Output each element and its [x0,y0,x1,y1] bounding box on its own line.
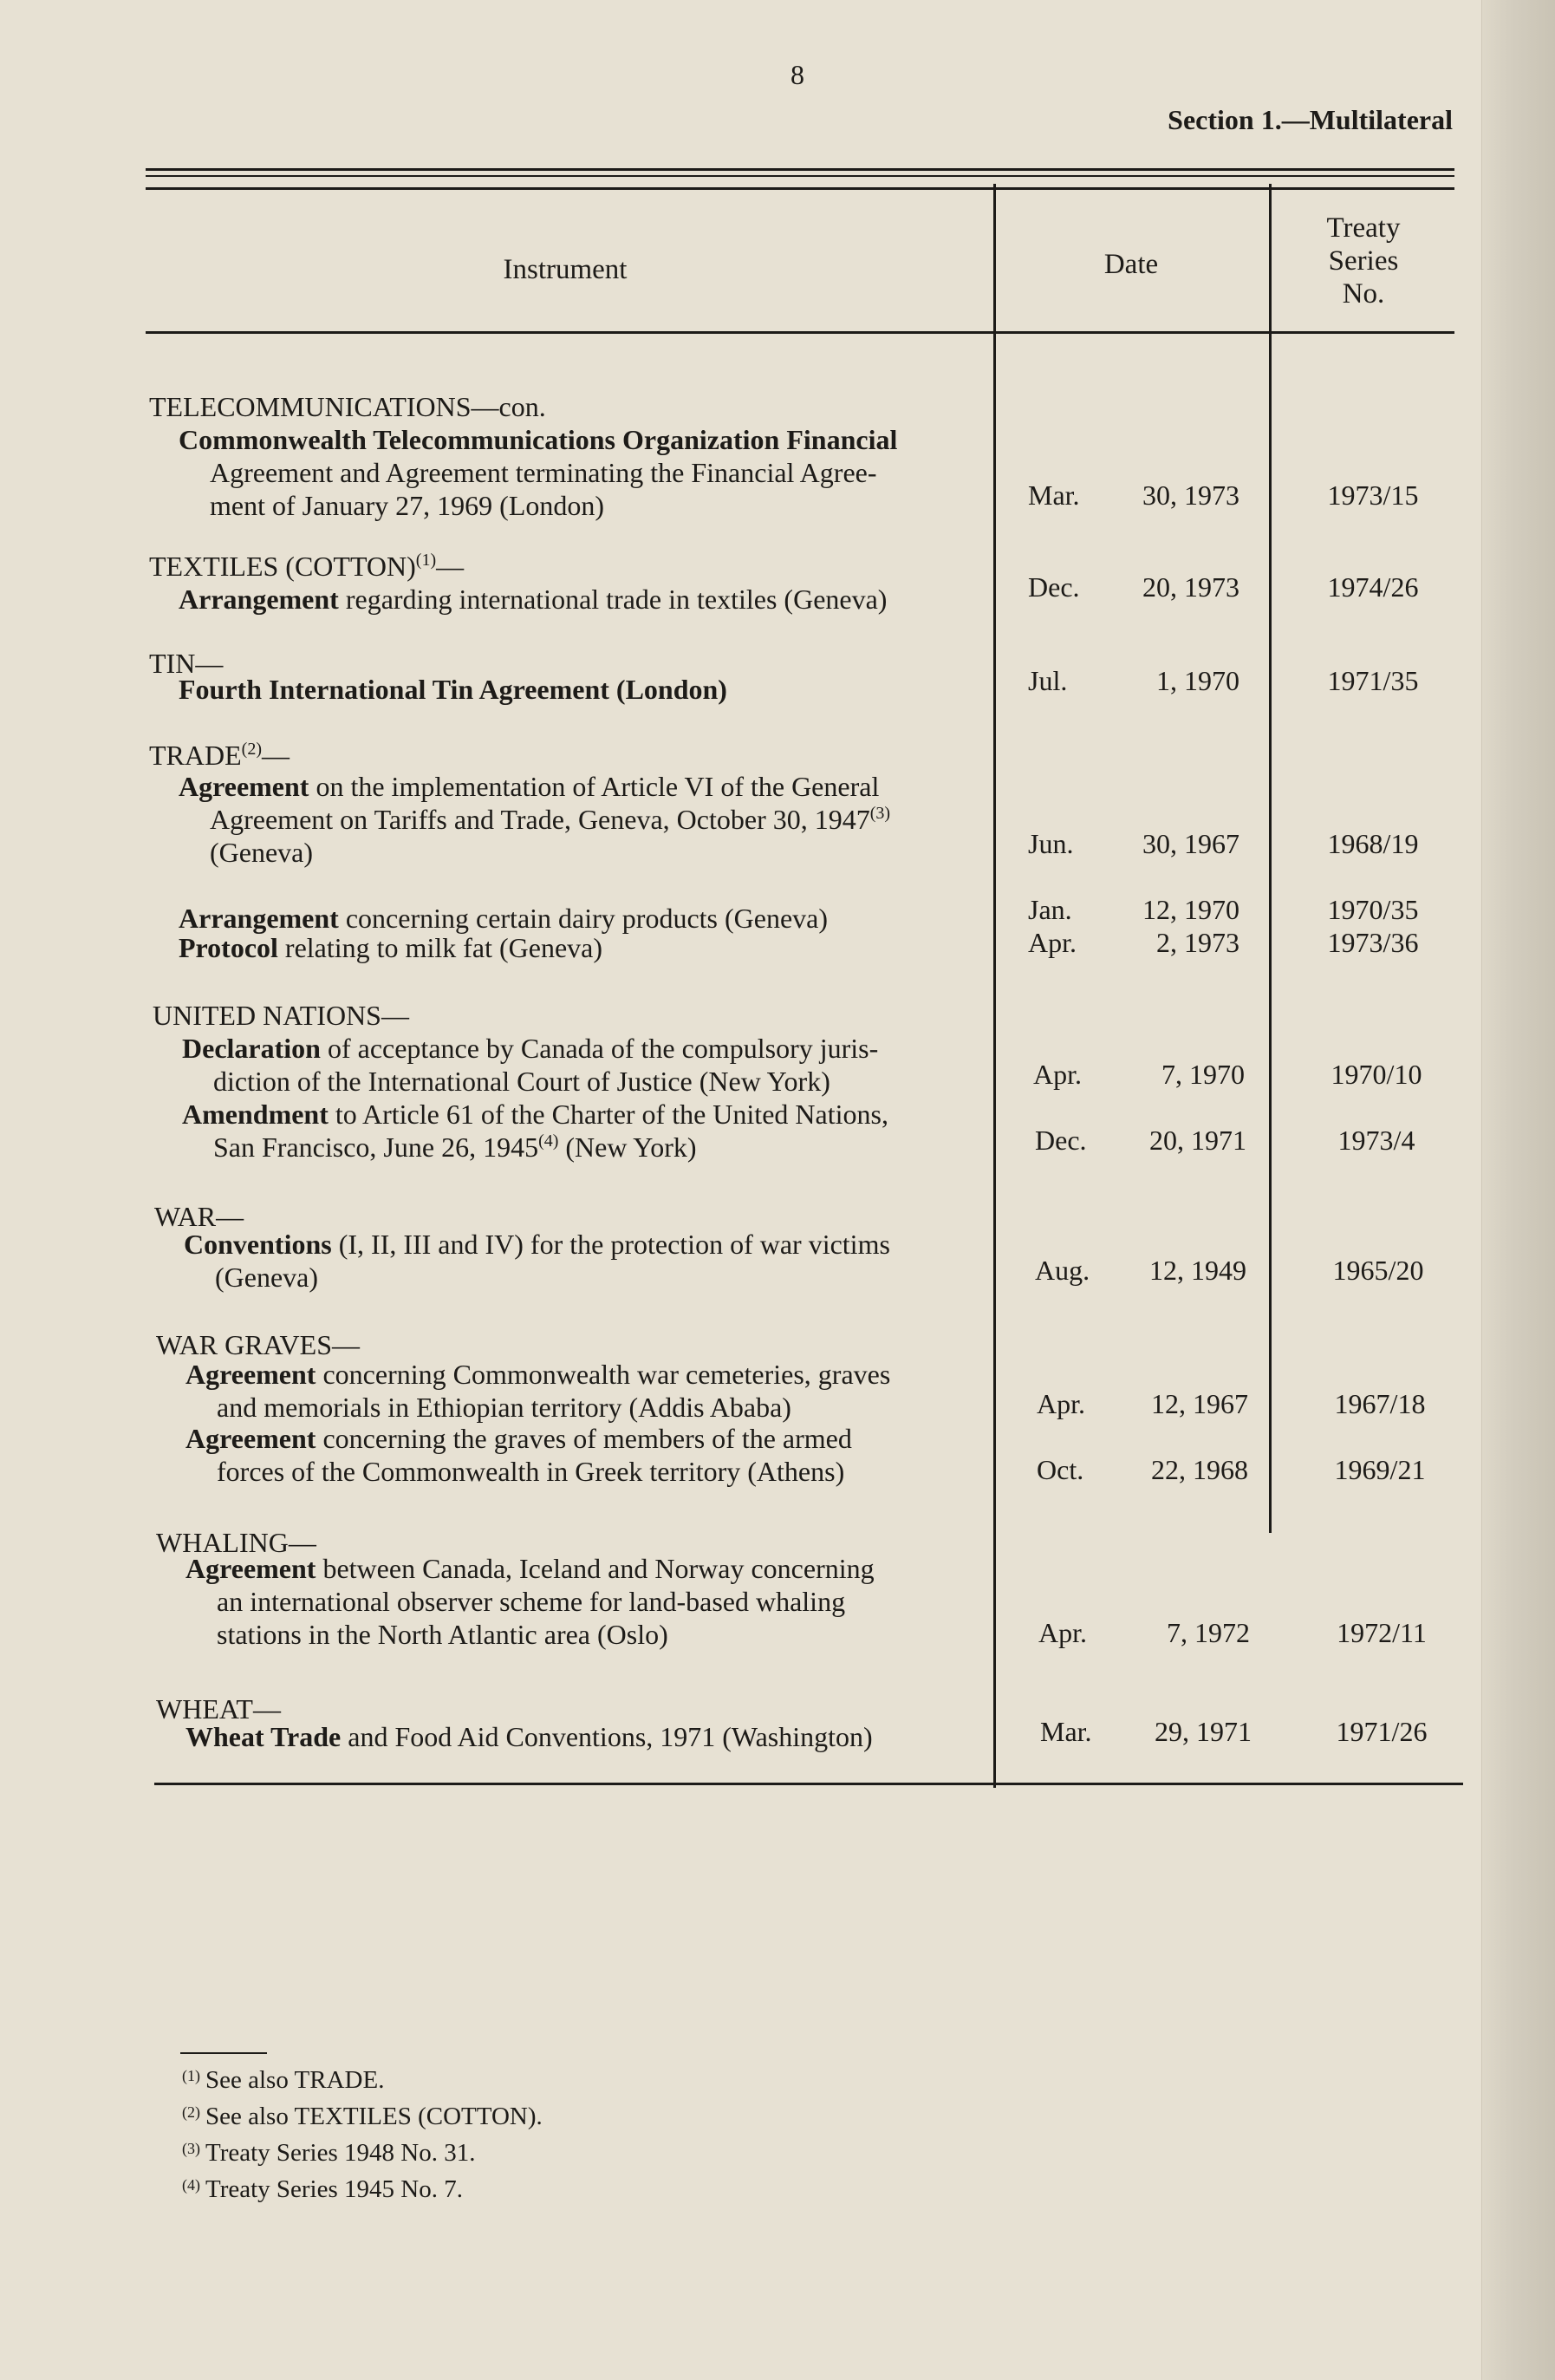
entry-line-leader [179,902,1000,935]
entry-whaling [185,1552,1007,1651]
column-divider-series [1269,184,1272,1533]
date-month: Oct. [1037,1454,1084,1485]
footnote-text: See also TEXTILES (COTTON). [205,2103,543,2130]
date-day-year: 30, 1973 [1142,479,1239,511]
section-heading: TIN— [149,648,224,679]
page-number: 8 [791,59,804,90]
entry-line [184,1228,1005,1261]
date-month: Jul. [1028,665,1068,696]
date-day-year: 1, 1970 [1156,665,1239,696]
date-day-year: 29, 1971 [1155,1716,1252,1747]
footnote-mark: (2) [182,2103,200,2121]
date-month: Mar. [1028,479,1080,511]
entry-text: and Food Aid Conventions, 1971 (Washington) [348,1721,873,1752]
entry-line-leader [185,1391,1007,1424]
entry-title: Fourth International Tin Agreement (London) [179,674,727,705]
footnote-mark: (4) [182,2176,200,2194]
date-month: Jan. [1028,894,1072,925]
entry-line [185,1552,1007,1585]
header-line: Series [1328,245,1399,277]
entry-wheat [185,1720,1007,1753]
footnote [182,2065,384,2095]
entry-text: concerning the graves of members of the armed [322,1423,852,1454]
entry-text: regarding international trade in textiles (Geneva) [345,584,888,615]
treaty-series-no: 1970/35 [1327,894,1419,925]
section-heading-text: TEXTILES (COTTON) [149,551,416,582]
entry-un-declaration [182,1032,1004,1098]
bottom-rule [154,1783,1463,1785]
section-heading: TELECOMMUNICATIONS—con. [149,391,546,422]
entry-war-graves-greece [185,1422,1007,1488]
entry-line [179,583,1000,616]
entry-line-leader [185,1455,1007,1488]
treaty-series-no: 1967/18 [1334,1388,1426,1419]
entry-line [179,770,1000,803]
entry-line-leader [182,1131,1004,1164]
date-month: Mar. [1040,1716,1092,1747]
treaty-series-no: 1969/21 [1334,1454,1426,1485]
header-line: No. [1342,278,1385,310]
treaty-series-no: 1973/36 [1327,927,1419,958]
entry-text: concerning Commonwealth war cemeteries, graves [322,1359,891,1390]
footnote-mark: (3) [182,2140,200,2157]
footnote-mark: (1) [182,2067,200,2084]
section-heading [149,739,290,772]
entry-line-leader [179,836,1000,869]
footnote-text: See also TRADE. [205,2066,385,2094]
entry-line: an international observer scheme for land-based whaling [217,1586,846,1617]
entry-un-amendment [182,1098,1004,1164]
section-heading [149,550,464,583]
section-heading-dash: — [261,740,290,771]
entry-title: Commonwealth Telecommunications Organization Financial [179,424,898,455]
entry-line [182,1098,1004,1131]
entry-trade-milk-fat [179,931,1000,964]
entry-line [185,1358,1007,1391]
date-month: Aug. [1035,1255,1090,1286]
entry-trade-dairy [179,902,1000,935]
entry-line: (Geneva) [210,837,314,868]
entry-title: Wheat Trade [185,1721,342,1752]
entry-line-leader [179,673,1000,706]
section-heading: WHALING— [156,1527,316,1558]
entry-text: (I, II, III and IV) for the protection of war victims [338,1229,890,1260]
date-month: Apr. [1033,1059,1082,1090]
treaty-series-no: 1974/26 [1327,571,1419,603]
entry-line: diction of the International Court of Justice (New York) [213,1066,830,1097]
footnote [182,2102,543,2131]
header-rule [146,331,1454,334]
entry-line: San Francisco, June 26, 1945 [213,1131,539,1163]
entry-title: Protocol [179,932,278,963]
date-month: Apr. [1037,1388,1085,1419]
entry-line [185,1422,1007,1455]
date-day-year: 7, 1972 [1167,1617,1250,1648]
treaty-series-no: 1972/11 [1337,1617,1427,1648]
entry-line-leader [184,1261,1005,1294]
date-day-year: 12, 1970 [1142,894,1239,925]
entry-line: and memorials in Ethiopian territory (Addis Ababa) [217,1392,791,1423]
top-rule-thin [146,175,1454,177]
footnote-text: Treaty Series 1948 No. 31. [205,2139,476,2167]
date-month: Apr. [1038,1617,1087,1648]
footnote-ref: (3) [869,804,891,823]
section-heading: WHEAT— [156,1693,281,1725]
entry-trade-article-vi [179,770,1000,869]
date-day-year: 30, 1967 [1142,828,1239,859]
footnote-rule [180,2052,267,2054]
entry-title: Arrangement [179,584,339,615]
entry-textiles [179,583,1000,616]
entry-line-text: (New York) [565,1131,697,1163]
entry-title: Agreement [185,1359,316,1390]
date-day-year: 22, 1968 [1151,1454,1248,1485]
treaty-series-no: 1971/26 [1336,1716,1428,1747]
date-day-year: 7, 1970 [1161,1059,1245,1090]
entry-title: Agreement [185,1423,316,1454]
date-month: Jun. [1028,828,1074,859]
footnote-text: Treaty Series 1945 No. 7. [205,2175,463,2203]
date-day-year: 2, 1973 [1156,927,1239,958]
treaty-series-no: 1971/35 [1327,665,1419,696]
section-heading: WAR— [154,1201,244,1232]
entry-line: Agreement and Agreement terminating the Financial Agree- [210,457,877,488]
column-header-date: Date [1103,249,1159,280]
entry-text: to Article 61 of the Charter of the United Nations, [335,1099,888,1130]
treaty-series-no: 1973/4 [1337,1125,1415,1156]
top-rule-lower [146,187,1454,190]
treaty-series-no: 1965/20 [1332,1255,1424,1286]
date-month: Apr. [1028,927,1077,958]
treaty-series-no: 1970/10 [1331,1059,1422,1090]
treaty-series-no: 1973/15 [1327,479,1419,511]
section-heading-dash: — [436,551,465,582]
footnote [182,2175,463,2204]
entry-tin [179,673,1000,706]
entry-text: concerning certain dairy products (Geneva) [345,903,829,934]
top-rule [146,168,1454,171]
entry-telecom-financial [179,423,1000,522]
entry-line [182,1032,1004,1065]
footnote-ref: (1) [415,551,437,570]
entry-title: Agreement [185,1553,316,1584]
entry-line: ment of January 27, 1969 (London) [210,490,605,521]
section-heading-text: TRADE [149,740,242,771]
entry-war-conventions [184,1228,1005,1294]
entry-text: relating to milk fat (Geneva) [284,932,602,963]
date-month: Dec. [1035,1125,1087,1156]
section-heading: UNITED NATIONS— [153,1000,409,1031]
entry-text: of acceptance by Canada of the compulsory juris- [327,1033,879,1064]
entry-text: between Canada, Iceland and Norway concerning [322,1553,875,1584]
section-heading: WAR GRAVES— [156,1329,360,1360]
header-line: Treaty [1326,212,1401,244]
entry-line: forces of the Commonwealth in Greek territory (Athens) [217,1456,845,1487]
entry-line-leader [185,1618,1007,1651]
column-header-instrument: Instrument [503,254,628,285]
date-day-year: 12, 1949 [1149,1255,1246,1286]
entry-line-leader [179,931,1000,964]
date-day-year: 12, 1967 [1151,1388,1248,1419]
entry-title: Agreement [179,771,309,802]
date-month: Dec. [1028,571,1080,603]
entry-title: Amendment [182,1099,329,1130]
entry-line: stations in the North Atlantic area (Oslo) [217,1619,668,1650]
entry-line [179,803,1000,836]
entry-title: Declaration [182,1033,321,1064]
entry-title: Arrangement [179,903,339,934]
entry-line-leader [185,1720,1007,1753]
footnote [182,2138,475,2168]
entry-title: Conventions [184,1229,332,1260]
entry-war-graves-ethiopia [185,1358,1007,1424]
entry-line: (Geneva) [215,1262,319,1293]
treaty-series-no: 1968/19 [1327,828,1419,859]
entry-line-text: Agreement on Tariffs and Trade, Geneva, October 30, 1947 [210,804,870,835]
entry-line-leader [182,1065,1004,1098]
footnote-ref: (4) [538,1131,559,1151]
column-header-treaty-series [1272,212,1454,310]
running-head: Section 1.—Multilateral [1168,104,1453,135]
date-day-year: 20, 1971 [1149,1125,1246,1156]
entry-line-leader [179,489,1000,522]
page-edge [1481,0,1555,2380]
footnote-ref: (2) [241,740,262,759]
date-day-year: 20, 1973 [1142,571,1239,603]
entry-text: on the implementation of Article VI of the General [316,771,880,802]
